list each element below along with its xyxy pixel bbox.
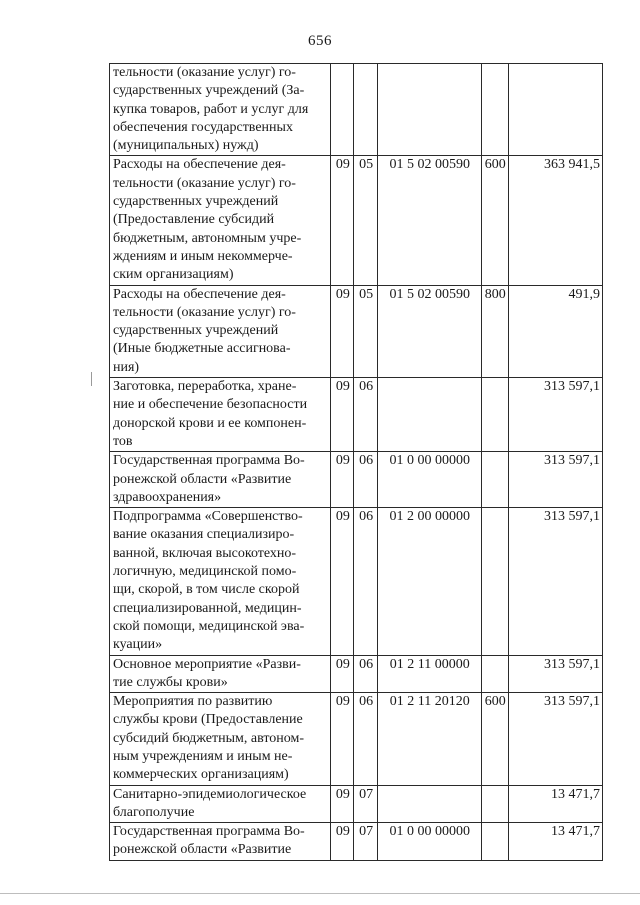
- cell-section: [331, 64, 354, 156]
- cell-subsection: 06: [354, 452, 377, 508]
- cell-amount: 313 597,1: [509, 693, 603, 785]
- cell-target-article: 01 2 11 00000: [377, 655, 481, 693]
- table-row: [110, 823, 603, 861]
- cell-target-article: 01 5 02 00590: [377, 156, 481, 285]
- cell-target-article: [377, 378, 481, 452]
- cell-name: Расходы на обеспечение дея- тельности (оказание услуг) го- сударственных учреждений (Иные бюджетные ассигнова- ния): [110, 285, 331, 377]
- cell-subsection: 06: [354, 508, 377, 655]
- cell-subsection: 07: [354, 785, 377, 823]
- cell-section: 09: [331, 693, 354, 785]
- cell-section: 09: [331, 452, 354, 508]
- cell-expense-type: [481, 655, 508, 693]
- scan-artifact-mark: [91, 372, 92, 386]
- cell-amount: 313 597,1: [509, 452, 603, 508]
- cell-name: Государственная программа Во- ронежской области «Развитие: [110, 823, 331, 861]
- cell-expense-type: [481, 823, 508, 861]
- table-row: [110, 64, 603, 156]
- table-body: [110, 64, 603, 861]
- cell-section: 09: [331, 508, 354, 655]
- cell-name: Мероприятия по развитию службы крови (Предоставление субсидий бюджетным, автоном- ным учреждениям и иным не- коммерческих организациям): [110, 693, 331, 785]
- cell-target-article: [377, 64, 481, 156]
- cell-amount: [509, 64, 603, 156]
- cell-amount: 491,9: [509, 285, 603, 377]
- table-row: [110, 378, 603, 452]
- cell-target-article: 01 0 00 00000: [377, 823, 481, 861]
- cell-subsection: 06: [354, 378, 377, 452]
- cell-subsection: [354, 64, 377, 156]
- cell-amount: 313 597,1: [509, 655, 603, 693]
- cell-name: Заготовка, переработка, хране- ние и обеспечение безопасности донорской крови и ее компонен- тов: [110, 378, 331, 452]
- cell-section: 09: [331, 823, 354, 861]
- cell-target-article: 01 5 02 00590: [377, 285, 481, 377]
- cell-amount: 13 471,7: [509, 785, 603, 823]
- cell-name: Подпрограмма «Совершенство- вание оказания специализиро- ванной, включая высокотехно- логичную, медицинской помо- щи, скорой, в том числе скорой специализированной, медицин- ской помощи, медицинской эва- куации»: [110, 508, 331, 655]
- cell-amount: 313 597,1: [509, 508, 603, 655]
- cell-expense-type: 800: [481, 285, 508, 377]
- cell-section: 09: [331, 655, 354, 693]
- table-row: [110, 655, 603, 693]
- page-number: 656: [308, 33, 332, 49]
- table-row: [110, 508, 603, 655]
- table-row: [110, 156, 603, 285]
- cell-target-article: 01 2 00 00000: [377, 508, 481, 655]
- cell-subsection: 05: [354, 285, 377, 377]
- cell-section: 09: [331, 285, 354, 377]
- cell-expense-type: [481, 64, 508, 156]
- table-row: [110, 785, 603, 823]
- cell-name: Государственная программа Во- ронежской области «Развитие здравоохранения»: [110, 452, 331, 508]
- cell-target-article: [377, 785, 481, 823]
- cell-expense-type: 600: [481, 693, 508, 785]
- cell-target-article: 01 0 00 00000: [377, 452, 481, 508]
- cell-expense-type: 600: [481, 156, 508, 285]
- cell-amount: 363 941,5: [509, 156, 603, 285]
- cell-name: Расходы на обеспечение дея- тельности (оказание услуг) го- сударственных учреждений (Предоставление субсидий бюджетным, автономным учре- ждениям и иным некоммерче- ским организациям): [110, 156, 331, 285]
- table-row: [110, 452, 603, 508]
- cell-name: тельности (оказание услуг) го- сударственных учреждений (За- купка товаров, работ и услуг для обеспечения государственных (муниципальных) нужд): [110, 64, 331, 156]
- cell-name: Основное мероприятие «Разви- тие службы крови»: [110, 655, 331, 693]
- cell-expense-type: [481, 508, 508, 655]
- cell-subsection: 05: [354, 156, 377, 285]
- cell-subsection: 06: [354, 655, 377, 693]
- page-bottom-edge: [0, 893, 640, 894]
- table-row: [110, 285, 603, 377]
- cell-target-article: 01 2 11 20120: [377, 693, 481, 785]
- cell-expense-type: [481, 452, 508, 508]
- cell-section: 09: [331, 785, 354, 823]
- table-row: [110, 693, 603, 785]
- cell-name: Санитарно-эпидемиологическое благополучие: [110, 785, 331, 823]
- cell-section: 09: [331, 378, 354, 452]
- cell-amount: 13 471,7: [509, 823, 603, 861]
- cell-expense-type: [481, 378, 508, 452]
- cell-subsection: 06: [354, 693, 377, 785]
- cell-expense-type: [481, 785, 508, 823]
- budget-table: [109, 63, 603, 861]
- cell-subsection: 07: [354, 823, 377, 861]
- cell-section: 09: [331, 156, 354, 285]
- cell-amount: 313 597,1: [509, 378, 603, 452]
